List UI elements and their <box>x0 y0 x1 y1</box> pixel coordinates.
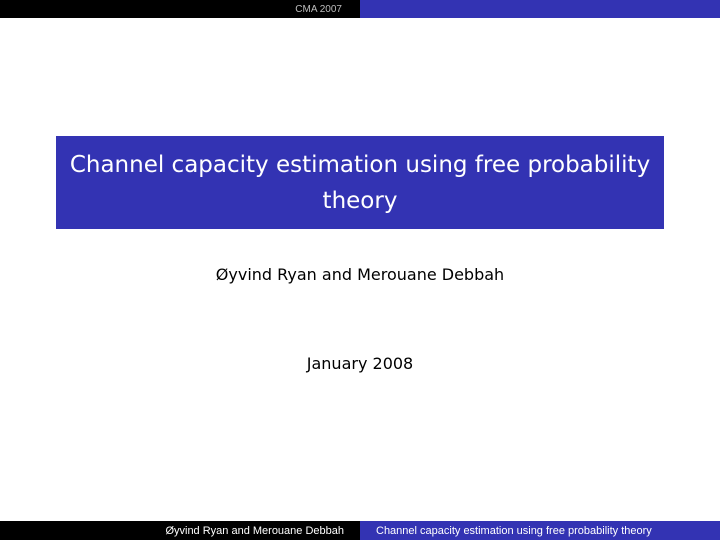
presentation-date: January 2008 <box>306 354 414 373</box>
footer-authors-section <box>0 521 360 540</box>
header-section-left <box>0 0 360 18</box>
title-block <box>56 136 664 229</box>
footer-bar <box>0 521 720 540</box>
footer-title-section <box>360 521 720 540</box>
header-label: CMA 2007 <box>295 3 342 15</box>
footer-title: Channel capacity estimation using free probability theory <box>376 524 652 537</box>
footer-authors: Øyvind Ryan and Merouane Debbah <box>165 524 344 537</box>
header-section-right <box>360 0 720 18</box>
author-line: Øyvind Ryan and Merouane Debbah <box>215 265 505 284</box>
presentation-title: Channel capacity estimation using free probability theory <box>69 151 651 214</box>
header-bar <box>0 0 720 18</box>
